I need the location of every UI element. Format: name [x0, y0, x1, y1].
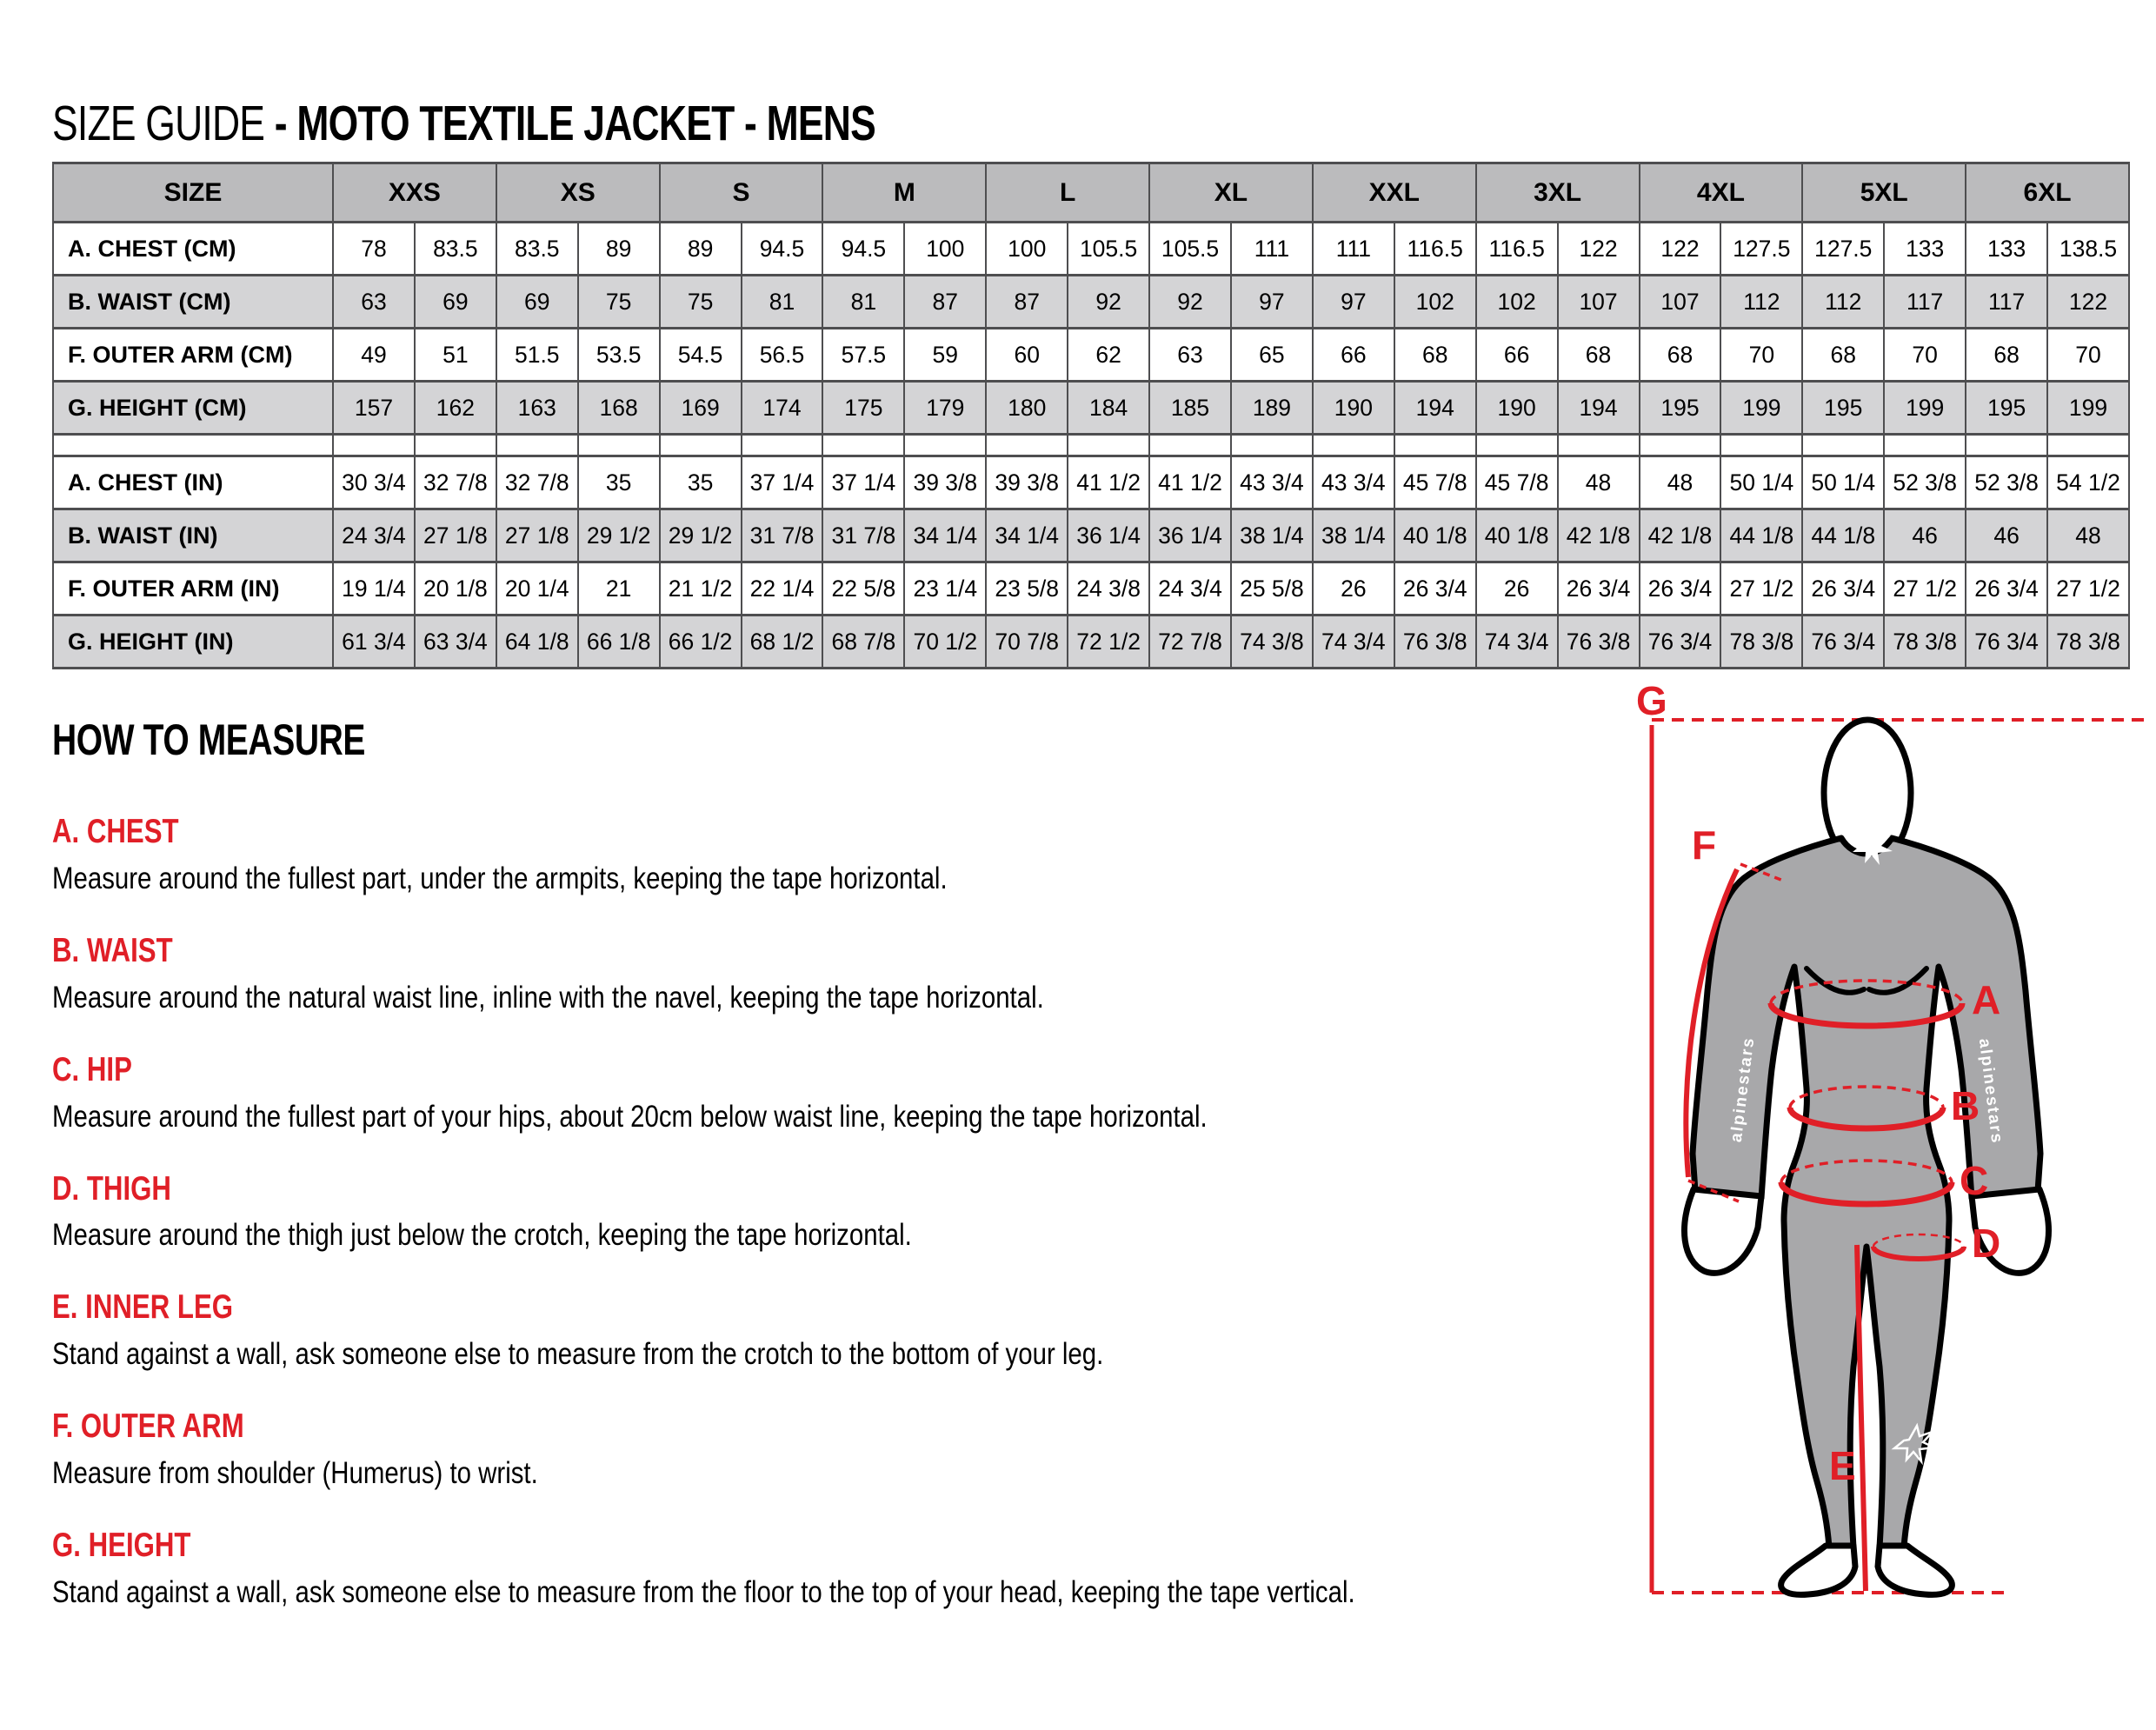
section-spacer-row — [53, 435, 2129, 456]
label-g: G — [1636, 680, 1667, 723]
size-cell: 66 1/2 — [660, 615, 742, 669]
size-cell: 92 — [1068, 276, 1149, 329]
table-row — [53, 509, 2129, 562]
measure-text-thigh: Measure around the thigh just below the crotch, keeping the tape horizontal. — [52, 1218, 912, 1253]
size-cell: 54.5 — [660, 329, 742, 382]
page-title-prefix: SIZE GUIDE — [52, 96, 275, 152]
size-cell: 89 — [578, 223, 660, 276]
size-cell: 45 7/8 — [1476, 456, 1558, 509]
size-cell: 184 — [1068, 382, 1149, 435]
size-col-header-l: L — [986, 163, 1149, 223]
size-cell: 94.5 — [742, 223, 823, 276]
size-cell: 92 — [1149, 276, 1231, 329]
spacer-cell — [1802, 435, 1884, 456]
size-cell: 49 — [333, 329, 415, 382]
size-cell: 60 — [986, 329, 1068, 382]
size-cell: 27 1/2 — [2047, 562, 2129, 615]
table-row — [53, 382, 2129, 435]
size-cell: 163 — [496, 382, 578, 435]
page-title — [52, 96, 875, 152]
size-cell: 24 3/4 — [333, 509, 415, 562]
size-cell: 111 — [1231, 223, 1313, 276]
size-cell: 19 1/4 — [333, 562, 415, 615]
table-row — [53, 615, 2129, 669]
measure-block-height — [52, 1527, 1617, 1611]
table-row — [53, 456, 2129, 509]
table-row — [53, 562, 2129, 615]
size-cell: 83.5 — [496, 223, 578, 276]
size-cell: 195 — [1802, 382, 1884, 435]
size-col-header-5xl: 5XL — [1802, 163, 1966, 223]
size-col-header-m: M — [822, 163, 986, 223]
size-cell: 23 5/8 — [986, 562, 1068, 615]
size-cell: 68 — [1802, 329, 1884, 382]
size-guide-table — [52, 162, 2130, 669]
measure-label-thigh: D. THIGH — [52, 1169, 171, 1208]
size-cell: 116.5 — [1394, 223, 1476, 276]
size-col-header-xl: XL — [1149, 163, 1313, 223]
size-cell: 48 — [2047, 509, 2129, 562]
spacer-cell — [1558, 435, 1640, 456]
spacer-cell — [904, 435, 986, 456]
measure-label-inner-leg: E. INNER LEG — [52, 1288, 234, 1327]
size-cell: 31 7/8 — [742, 509, 823, 562]
size-cell: 36 1/4 — [1149, 509, 1231, 562]
size-cell: 81 — [822, 276, 904, 329]
spacer-cell — [986, 435, 1068, 456]
size-cell: 52 3/8 — [1884, 456, 1966, 509]
measure-label-outer-arm: F. OUTER ARM — [52, 1407, 244, 1446]
spacer-cell — [1966, 435, 2047, 456]
size-cell: 26 3/4 — [1966, 562, 2047, 615]
size-cell: 138.5 — [2047, 223, 2129, 276]
size-cell: 26 3/4 — [1802, 562, 1884, 615]
size-cell: 43 3/4 — [1231, 456, 1313, 509]
measure-label-chest: A. CHEST — [52, 813, 179, 850]
size-cell: 41 1/2 — [1149, 456, 1231, 509]
size-cell: 70 — [1720, 329, 1802, 382]
size-cell: 61 3/4 — [333, 615, 415, 669]
size-cell: 70 — [1884, 329, 1966, 382]
page-title-product: - MOTO TEXTILE JACKET - MENS — [274, 96, 875, 152]
size-cell: 168 — [578, 382, 660, 435]
label-c: C — [1960, 1158, 1989, 1203]
row-label: F. OUTER ARM (IN) — [53, 562, 333, 615]
size-cell: 57.5 — [822, 329, 904, 382]
size-cell: 199 — [1720, 382, 1802, 435]
size-cell: 199 — [1884, 382, 1966, 435]
size-cell: 63 — [333, 276, 415, 329]
size-cell: 53.5 — [578, 329, 660, 382]
size-cell: 122 — [1558, 223, 1640, 276]
size-cell: 31 7/8 — [822, 509, 904, 562]
spacer-cell — [415, 435, 496, 456]
size-cell: 25 5/8 — [1231, 562, 1313, 615]
size-cell: 34 1/4 — [986, 509, 1068, 562]
measure-block-outer-arm — [52, 1407, 1617, 1492]
size-cell: 68 7/8 — [822, 615, 904, 669]
row-label: F. OUTER ARM (CM) — [53, 329, 333, 382]
size-cell: 189 — [1231, 382, 1313, 435]
size-cell: 66 — [1476, 329, 1558, 382]
size-cell: 43 3/4 — [1313, 456, 1394, 509]
size-cell: 133 — [1884, 223, 1966, 276]
size-cell: 76 3/4 — [1966, 615, 2047, 669]
figure-right-foot — [1878, 1546, 1952, 1594]
measure-text-waist: Measure around the natural waist line, inline with the navel, keeping the tape horizontal. — [52, 980, 1044, 1015]
size-cell: 52 3/8 — [1966, 456, 2047, 509]
size-cell: 68 1/2 — [742, 615, 823, 669]
spacer-cell — [496, 435, 578, 456]
size-cell: 26 3/4 — [1394, 562, 1476, 615]
size-cell: 195 — [1640, 382, 1721, 435]
size-cell: 37 1/4 — [742, 456, 823, 509]
size-cell: 59 — [904, 329, 986, 382]
size-cell: 111 — [1313, 223, 1394, 276]
size-cell: 24 3/4 — [1149, 562, 1231, 615]
size-col-header-xxs: XXS — [333, 163, 496, 223]
size-cell: 76 3/8 — [1394, 615, 1476, 669]
size-cell: 21 1/2 — [660, 562, 742, 615]
size-cell: 199 — [2047, 382, 2129, 435]
size-cell: 72 7/8 — [1149, 615, 1231, 669]
body-measurement-diagram — [1634, 680, 2152, 1614]
size-cell: 26 — [1476, 562, 1558, 615]
size-cell: 46 — [1884, 509, 1966, 562]
size-col-header-s: S — [660, 163, 823, 223]
measure-block-thigh — [52, 1170, 1617, 1254]
size-cell: 27 1/8 — [415, 509, 496, 562]
size-cell: 97 — [1231, 276, 1313, 329]
size-cell: 78 3/8 — [2047, 615, 2129, 669]
measure-text-chest: Measure around the fullest part, under the armpits, keeping the tape horizontal. — [52, 861, 948, 895]
size-cell: 107 — [1558, 276, 1640, 329]
size-cell: 40 1/8 — [1476, 509, 1558, 562]
spacer-cell — [660, 435, 742, 456]
size-cell: 179 — [904, 382, 986, 435]
size-cell: 116.5 — [1476, 223, 1558, 276]
size-cell: 48 — [1640, 456, 1721, 509]
size-cell: 35 — [578, 456, 660, 509]
size-cell: 70 — [2047, 329, 2129, 382]
spacer-cell — [822, 435, 904, 456]
size-cell: 87 — [904, 276, 986, 329]
size-cell: 112 — [1720, 276, 1802, 329]
size-cell: 69 — [415, 276, 496, 329]
size-cell: 185 — [1149, 382, 1231, 435]
size-cell: 29 1/2 — [578, 509, 660, 562]
size-cell: 29 1/2 — [660, 509, 742, 562]
brand-text-right-arm: alpinestars — [1974, 1037, 2006, 1146]
spacer-cell — [1231, 435, 1313, 456]
size-cell: 54 1/2 — [2047, 456, 2129, 509]
size-cell: 194 — [1394, 382, 1476, 435]
spacer-cell — [333, 435, 415, 456]
size-table-head — [53, 163, 2129, 223]
size-cell: 42 1/8 — [1558, 509, 1640, 562]
measure-text-inner-leg: Stand against a wall, ask someone else to measure from the crotch to the bottom of your leg. — [52, 1337, 1104, 1372]
size-cell: 42 1/8 — [1640, 509, 1721, 562]
size-cell: 89 — [660, 223, 742, 276]
size-cell: 24 3/8 — [1068, 562, 1149, 615]
size-cell: 72 1/2 — [1068, 615, 1149, 669]
size-cell: 70 1/2 — [904, 615, 986, 669]
label-b: B — [1951, 1083, 1980, 1128]
row-label: B. WAIST (CM) — [53, 276, 333, 329]
size-cell: 45 7/8 — [1394, 456, 1476, 509]
size-cell: 39 3/8 — [986, 456, 1068, 509]
row-label: G. HEIGHT (CM) — [53, 382, 333, 435]
size-cell: 68 — [1558, 329, 1640, 382]
row-label: G. HEIGHT (IN) — [53, 615, 333, 669]
size-cell: 64 1/8 — [496, 615, 578, 669]
size-cell: 41 1/2 — [1068, 456, 1149, 509]
size-col-header-6xl: 6XL — [1966, 163, 2129, 223]
size-cell: 56.5 — [742, 329, 823, 382]
size-cell: 68 — [1966, 329, 2047, 382]
spacer-cell — [1720, 435, 1802, 456]
size-cell: 63 — [1149, 329, 1231, 382]
size-cell: 27 1/8 — [496, 509, 578, 562]
size-cell: 20 1/4 — [496, 562, 578, 615]
table-row — [53, 329, 2129, 382]
size-cell: 133 — [1966, 223, 2047, 276]
size-cell: 78 3/8 — [1720, 615, 1802, 669]
size-cell: 78 3/8 — [1884, 615, 1966, 669]
label-f: F — [1692, 822, 1717, 868]
size-cell: 27 1/2 — [1720, 562, 1802, 615]
size-cell: 21 — [578, 562, 660, 615]
size-cell: 50 1/4 — [1720, 456, 1802, 509]
table-row — [53, 276, 2129, 329]
size-cell: 157 — [333, 382, 415, 435]
size-cell: 46 — [1966, 509, 2047, 562]
size-cell: 75 — [578, 276, 660, 329]
size-cell: 69 — [496, 276, 578, 329]
row-label: A. CHEST (IN) — [53, 456, 333, 509]
size-cell: 105.5 — [1068, 223, 1149, 276]
size-col-header-xs: XS — [496, 163, 660, 223]
spacer-cell — [1476, 435, 1558, 456]
size-cell: 87 — [986, 276, 1068, 329]
size-cell: 180 — [986, 382, 1068, 435]
size-header-label: SIZE — [53, 163, 333, 223]
spacer-cell — [742, 435, 823, 456]
size-cell: 194 — [1558, 382, 1640, 435]
figure-left-hand — [1685, 1189, 1761, 1273]
size-cell: 20 1/8 — [415, 562, 496, 615]
size-cell: 117 — [1966, 276, 2047, 329]
measure-text-outer-arm: Measure from shoulder (Humerus) to wrist. — [52, 1456, 538, 1491]
spacer-cell — [1884, 435, 1966, 456]
spacer-cell — [1640, 435, 1721, 456]
size-cell: 30 3/4 — [333, 456, 415, 509]
size-cell: 76 3/4 — [1802, 615, 1884, 669]
size-cell: 51.5 — [496, 329, 578, 382]
size-cell: 75 — [660, 276, 742, 329]
size-cell: 117 — [1884, 276, 1966, 329]
size-cell: 94.5 — [822, 223, 904, 276]
measure-text-height: Stand against a wall, ask someone else to measure from the floor to the top of your head, keeping the tape vertical. — [52, 1574, 1355, 1609]
size-cell: 68 — [1640, 329, 1721, 382]
size-cell: 162 — [415, 382, 496, 435]
label-d: D — [1972, 1221, 2001, 1266]
size-cell: 100 — [904, 223, 986, 276]
size-cell: 40 1/8 — [1394, 509, 1476, 562]
spacer-cell — [2047, 435, 2129, 456]
size-cell: 102 — [1476, 276, 1558, 329]
size-cell: 66 1/8 — [578, 615, 660, 669]
size-cell: 105.5 — [1149, 223, 1231, 276]
measure-text-hip: Measure around the fullest part of your hips, about 20cm below waist line, keeping the tape horizontal. — [52, 1099, 1208, 1134]
table-row — [53, 223, 2129, 276]
measure-label-height: G. HEIGHT — [52, 1527, 191, 1565]
size-cell: 127.5 — [1720, 223, 1802, 276]
size-cell: 76 3/4 — [1640, 615, 1721, 669]
spacer-cell — [1394, 435, 1476, 456]
size-cell: 169 — [660, 382, 742, 435]
figure-left-foot — [1781, 1546, 1855, 1594]
measurement-figure — [1634, 680, 2152, 1614]
size-cell: 23 1/4 — [904, 562, 986, 615]
brand-text-left-arm: alpinestars — [1727, 1035, 1759, 1144]
size-cell: 102 — [1394, 276, 1476, 329]
size-cell: 44 1/8 — [1802, 509, 1884, 562]
measure-block-hip — [52, 1051, 1617, 1135]
measure-block-waist — [52, 932, 1617, 1016]
size-cell: 127.5 — [1802, 223, 1884, 276]
size-cell: 190 — [1313, 382, 1394, 435]
size-cell: 66 — [1313, 329, 1394, 382]
row-label: B. WAIST (IN) — [53, 509, 333, 562]
size-cell: 50 1/4 — [1802, 456, 1884, 509]
size-cell: 78 — [333, 223, 415, 276]
size-cell: 26 3/4 — [1640, 562, 1721, 615]
spacer-cell — [1149, 435, 1231, 456]
size-cell: 97 — [1313, 276, 1394, 329]
size-cell: 22 5/8 — [822, 562, 904, 615]
size-col-header-xxl: XXL — [1313, 163, 1476, 223]
size-cell: 32 7/8 — [496, 456, 578, 509]
row-label: A. CHEST (CM) — [53, 223, 333, 276]
size-table-body — [53, 223, 2129, 669]
size-cell: 175 — [822, 382, 904, 435]
size-cell: 26 — [1313, 562, 1394, 615]
spacer-cell — [53, 435, 333, 456]
size-cell: 83.5 — [415, 223, 496, 276]
spacer-cell — [578, 435, 660, 456]
size-cell: 32 7/8 — [415, 456, 496, 509]
size-cell: 195 — [1966, 382, 2047, 435]
how-to-measure-heading: HOW TO MEASURE — [52, 715, 365, 764]
size-cell: 112 — [1802, 276, 1884, 329]
size-cell: 74 3/4 — [1313, 615, 1394, 669]
size-cell: 107 — [1640, 276, 1721, 329]
size-cell: 70 7/8 — [986, 615, 1068, 669]
size-cell: 26 3/4 — [1558, 562, 1640, 615]
size-cell: 190 — [1476, 382, 1558, 435]
size-cell: 62 — [1068, 329, 1149, 382]
size-cell: 74 3/4 — [1476, 615, 1558, 669]
size-cell: 74 3/8 — [1231, 615, 1313, 669]
size-cell: 27 1/2 — [1884, 562, 1966, 615]
measure-block-inner-leg — [52, 1288, 1617, 1373]
label-a: A — [1972, 977, 2001, 1022]
size-cell: 37 1/4 — [822, 456, 904, 509]
spacer-cell — [1068, 435, 1149, 456]
spacer-cell — [1313, 435, 1394, 456]
size-cell: 63 3/4 — [415, 615, 496, 669]
measure-label-waist: B. WAIST — [52, 931, 173, 969]
size-cell: 51 — [415, 329, 496, 382]
size-header-row — [53, 163, 2129, 223]
size-cell: 100 — [986, 223, 1068, 276]
label-e: E — [1829, 1443, 1856, 1488]
size-cell: 35 — [660, 456, 742, 509]
how-to-measure-section — [52, 716, 1617, 1646]
size-cell: 36 1/4 — [1068, 509, 1149, 562]
size-cell: 44 1/8 — [1720, 509, 1802, 562]
size-cell: 174 — [742, 382, 823, 435]
size-cell: 122 — [2047, 276, 2129, 329]
size-cell: 122 — [1640, 223, 1721, 276]
size-cell: 39 3/8 — [904, 456, 986, 509]
size-cell: 22 1/4 — [742, 562, 823, 615]
size-col-header-3xl: 3XL — [1476, 163, 1640, 223]
size-cell: 68 — [1394, 329, 1476, 382]
measure-block-chest — [52, 813, 1617, 897]
size-cell: 34 1/4 — [904, 509, 986, 562]
size-col-header-4xl: 4XL — [1640, 163, 1803, 223]
size-cell: 76 3/8 — [1558, 615, 1640, 669]
measure-label-hip: C. HIP — [52, 1050, 132, 1088]
size-cell: 65 — [1231, 329, 1313, 382]
size-cell: 38 1/4 — [1231, 509, 1313, 562]
size-cell: 48 — [1558, 456, 1640, 509]
size-cell: 38 1/4 — [1313, 509, 1394, 562]
size-cell: 81 — [742, 276, 823, 329]
